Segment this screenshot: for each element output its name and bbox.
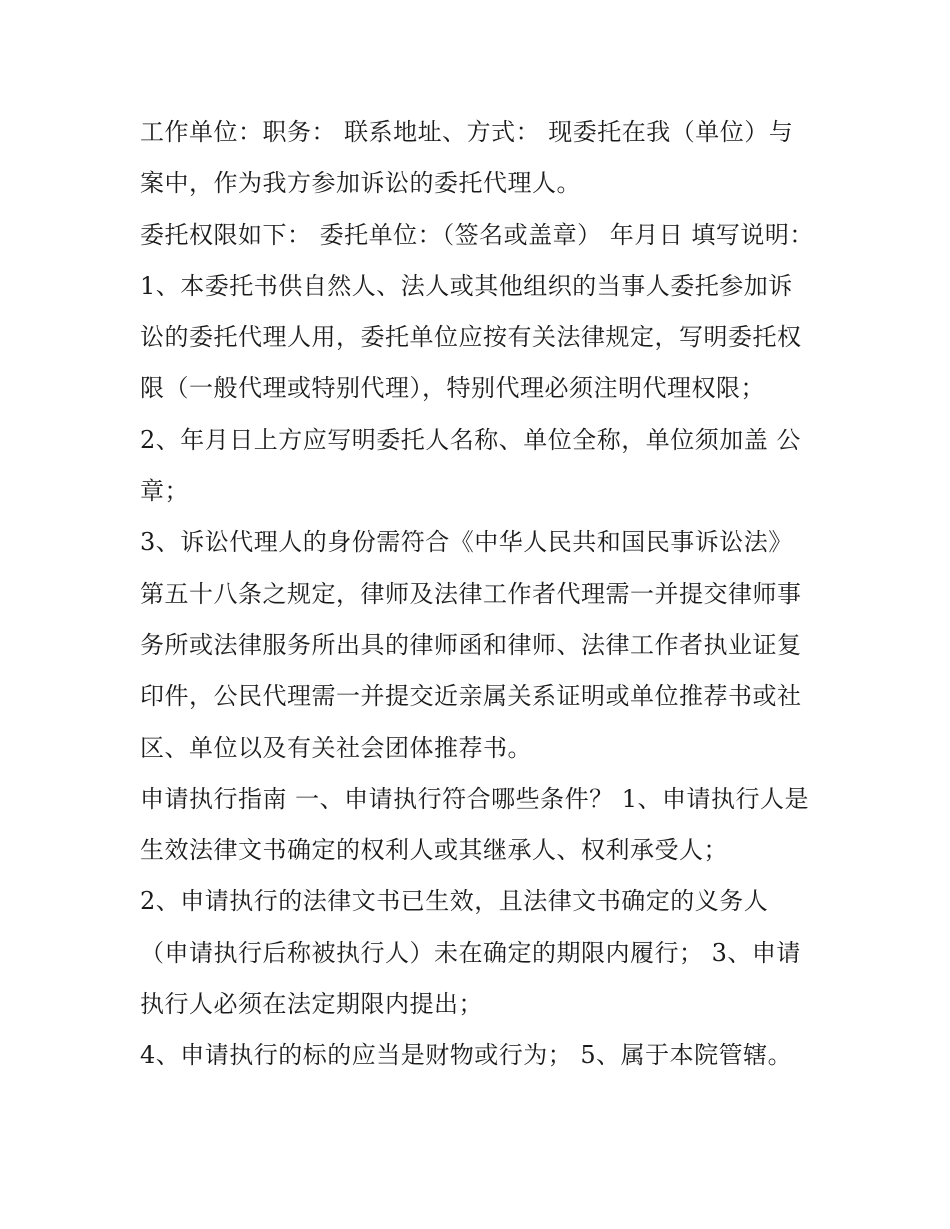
paragraph-authority-scope: 委托权限如下： 委托单位：（签名或盖章） 年月日 填写说明： [140,220,814,249]
document-body [140,107,815,1082]
paragraph-execution-conditions-4-5: 4、申请执行的标的应当是财物或行为； 5、属于本院管辖。 [140,1041,793,1070]
paragraph-delegation-info: 工作单位：职务： 联系地址、方式： 现委托在我（单位）与案中，作为我方参加诉讼的委托代理人。 [140,118,794,198]
paragraph-execution-conditions-2-3: 2、申请执行的法律文书已生效，且法律文书确定的义务人（申请执行后称被执行人）未在确定的期限内履行； 3、申请执行人必须在法定期限内提出； [140,887,801,1019]
paragraph-execution-guide: 申请执行指南 一、申请执行符合哪些条件？ 1、申请执行人是生效法律文书确定的权利人或其继承人、权利承受人； [140,784,810,865]
paragraph-note-2: 2、年月日上方应写明委托人名称、单位全称，单位须加盖 公章； [140,425,801,506]
paragraph-note-1: 1、本委托书供自然人、法人或其他组织的当事人委托参加诉讼的委托代理人用，委托单位应按有关法律规定，写明委托权限（一般代理或特别代理），特别代理必须注明代理权限； [140,271,802,403]
paragraph-note-3: 3、诉讼代理人的身份需符合《中华人民共和国民事诉讼法》第五十八条之规定，律师及法律工作者代理需一并提交律师事务所或法律服务所出具的律师函和律师、法律工作者执业证复印件，公民代理需一并提交近亲属关系证明或单位推荐书或社区、单位以及有关社会团体推荐书。 [140,528,802,762]
